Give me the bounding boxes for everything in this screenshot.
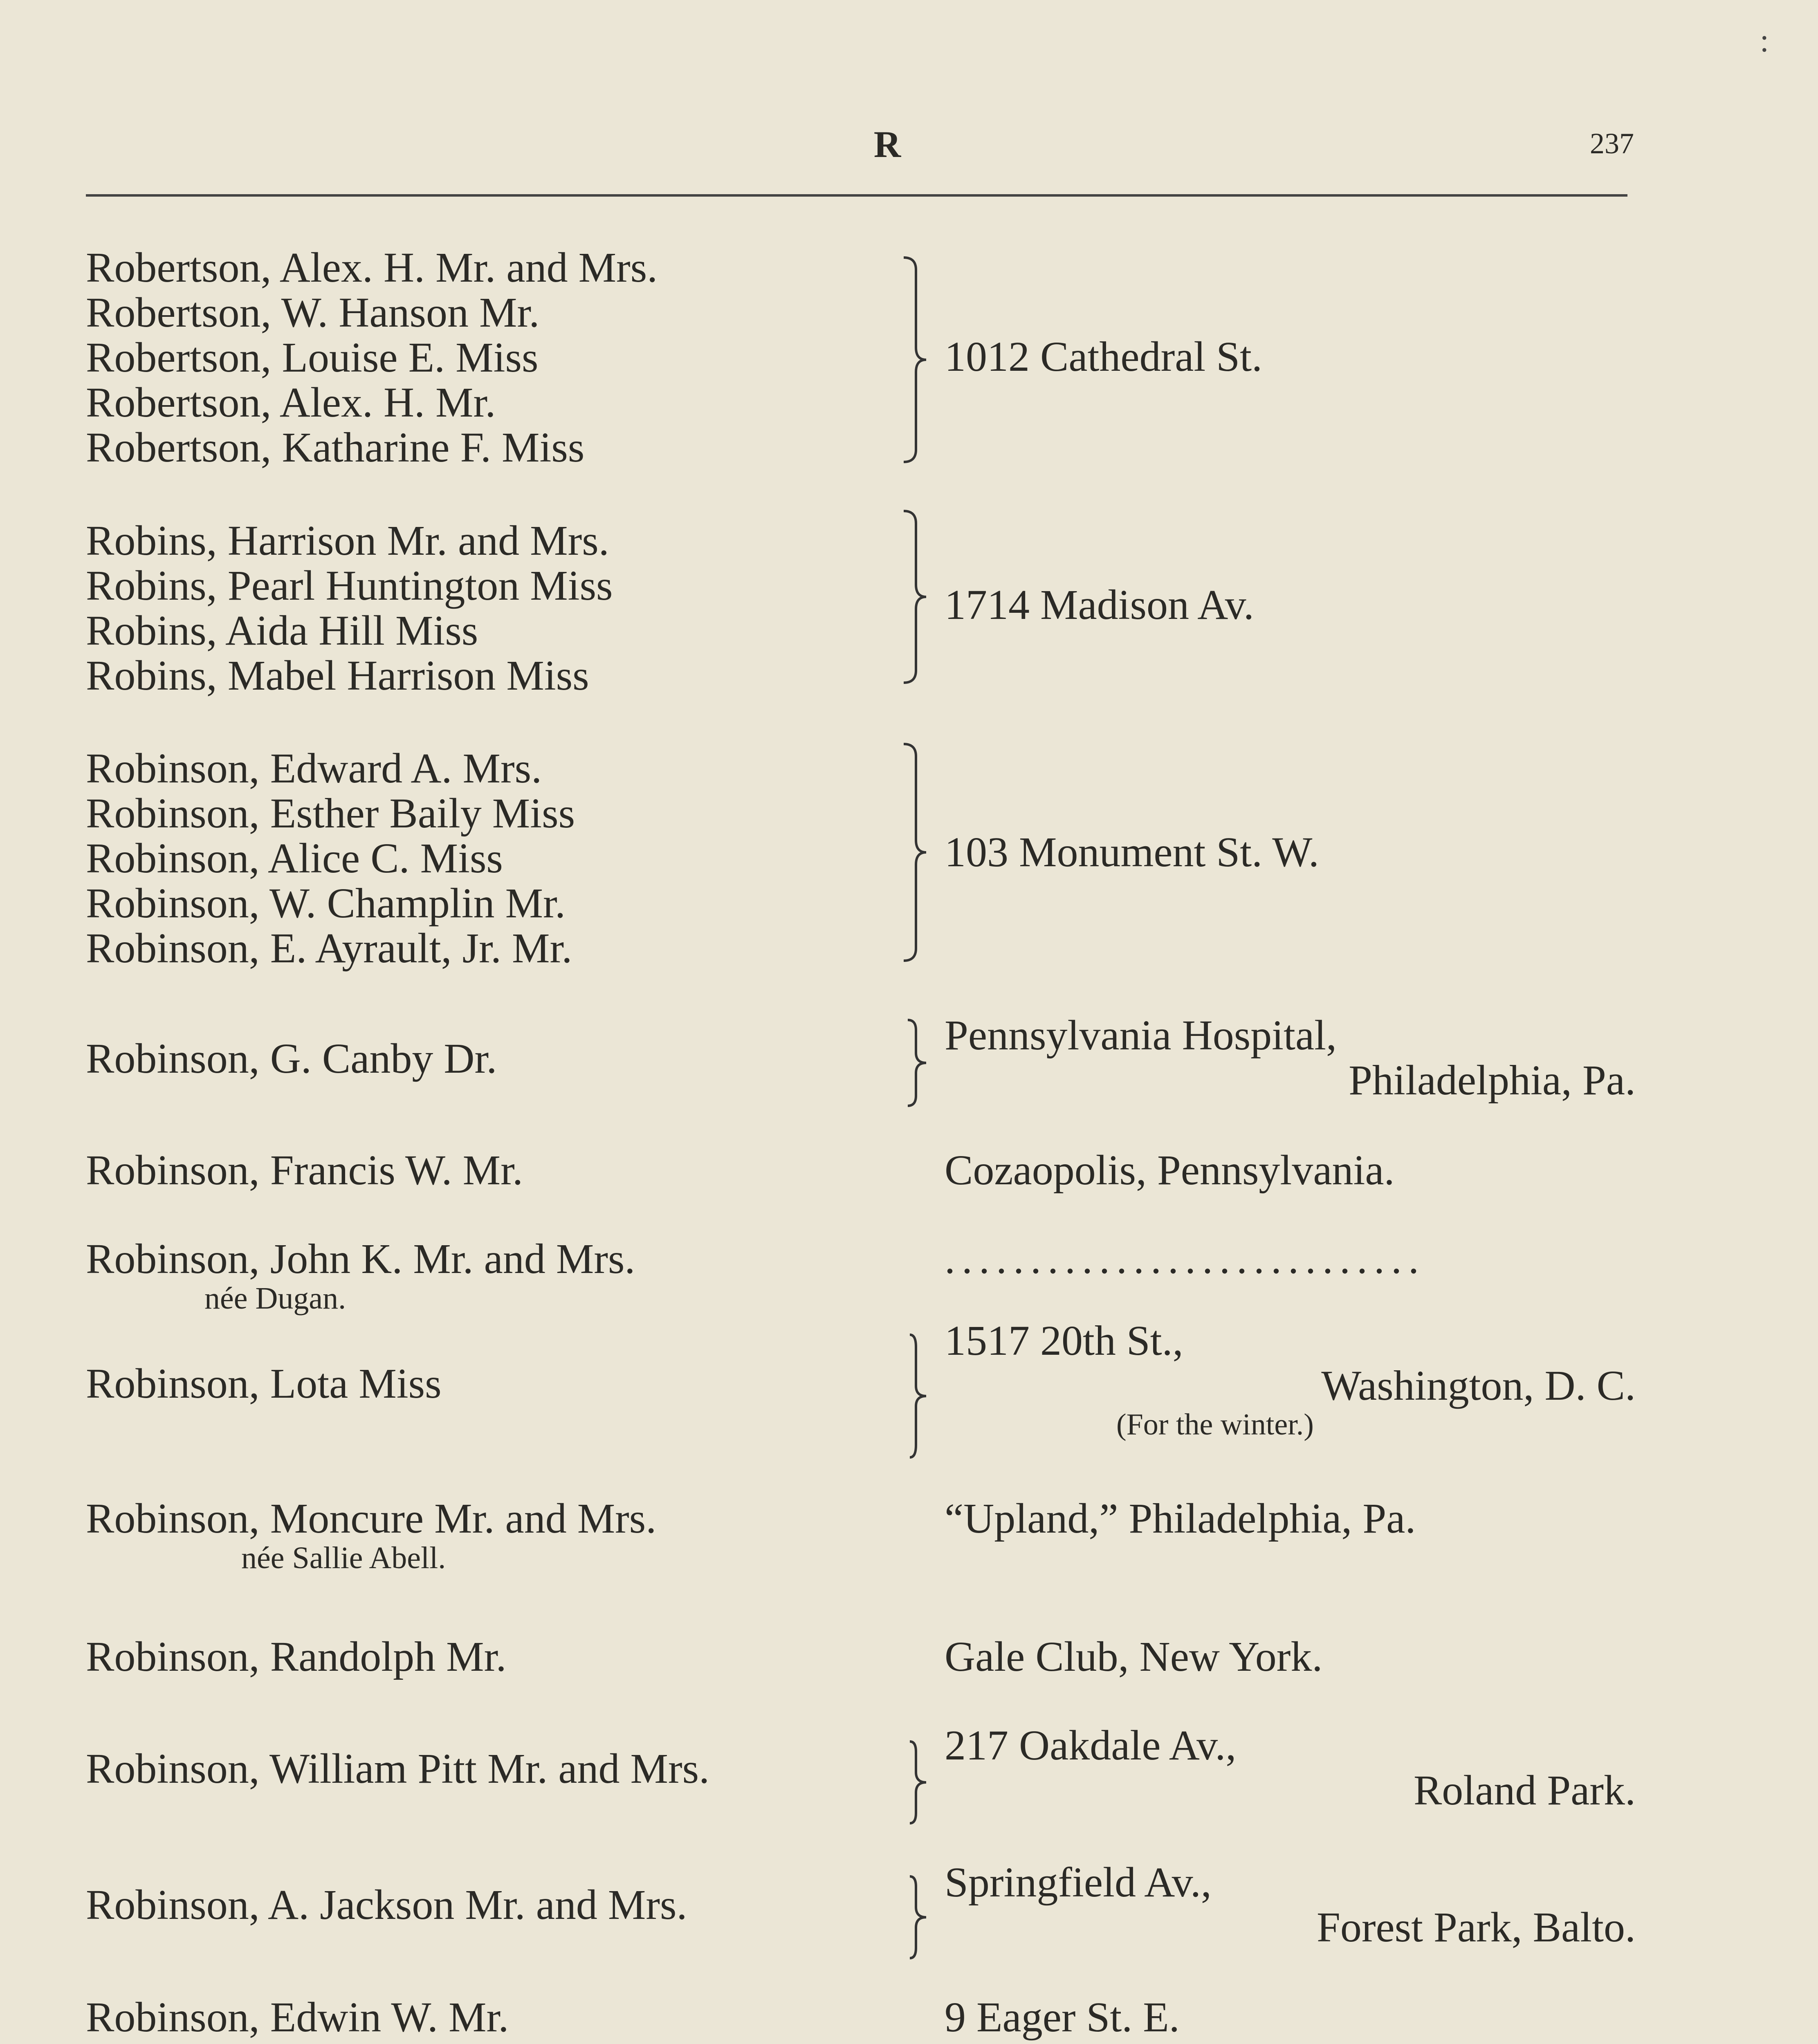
entry-names [86,1361,965,1406]
entry-name: Robins, Pearl Huntington Miss [86,562,613,609]
section-letter: R [873,123,901,165]
address-line: “Upland,” Philadelphia, Pa. [945,1495,1416,1542]
header-rule [86,194,1627,197]
entry-name: Robinson, Edwin W. Mr. [86,1994,509,2041]
entry-names [86,1883,965,1927]
entry-name: Robinson, Esther Baily Miss [86,790,575,837]
address-line: Gale Club, New York. [945,1633,1323,1680]
entry-names [86,245,965,470]
entry-name: Robins, Mabel Harrison Miss [86,652,589,699]
entry-names [86,1237,965,1315]
entry-address [945,1318,1636,1441]
curly-brace [896,253,932,466]
dot-leader: ............................ [945,1237,1425,1282]
entry-names [86,1148,965,1193]
entry-name: Robinson, W. Champlin Mr. [86,880,566,927]
curly-brace [896,1737,932,1827]
entry-name: Robinson, Francis W. Mr. [86,1147,523,1194]
maiden-name: née Dugan. [204,1281,346,1316]
curly-brace [896,740,932,965]
entry-name: Robins, Aida Hill Miss [86,607,478,654]
curly-brace [896,507,932,687]
entry-names [86,1496,965,1575]
address-note: (For the winter.) [1116,1408,1314,1441]
address-line: 9 Eager St. E. [945,1994,1180,2041]
curly-brace [896,1872,932,1962]
entry-name: Robins, Harrison Mr. and Mrs. [86,517,609,564]
page-number: 237 [1590,127,1634,160]
entry-name: Robinson, William Pitt Mr. and Mrs. [86,1745,710,1792]
entry-name: Robertson, Alex. H. Mr. [86,379,496,426]
entry-name: Robertson, W. Hanson Mr. [86,289,540,336]
entry-name: Robinson, Randolph Mr. [86,1633,507,1680]
entry-address [945,1237,1636,1282]
curly-brace [896,1016,932,1110]
address-line: Pennsylvania Hospital, [945,1012,1337,1059]
entry-address [945,1634,1636,1679]
entry-name: Robertson, Katharine F. Miss [86,424,585,471]
address-line: 103 Monument St. W. [945,829,1319,876]
entry-name: Robinson, Lota Miss [86,1360,442,1407]
address-line: 1517 20th St., [945,1317,1183,1364]
address-line: 1012 Cathedral St. [945,333,1263,380]
entry-address [945,334,1636,379]
entry-name: Robertson, Alex. H. Mr. and Mrs. [86,244,658,291]
entry-name: Robinson, Edward A. Mrs. [86,745,542,792]
entry-name: Robertson, Louise E. Miss [86,334,539,381]
curly-brace [896,1331,932,1461]
entry-names [86,1634,965,1679]
entry-address [945,1148,1636,1193]
entry-address [945,1860,1636,1950]
entry-name: Robinson, E. Ayrault, Jr. Mr. [86,925,572,972]
entry-address [945,830,1636,875]
entry-address [945,1496,1636,1541]
entry-names [86,1036,965,1081]
entry-address [945,1723,1636,1813]
entry-names [86,1746,965,1791]
entry-address [945,1995,1636,2040]
entry-name: Robinson, Alice C. Miss [86,835,503,882]
address-line: 1714 Madison Av. [945,581,1254,628]
maiden-name: née Sallie Abell. [241,1541,446,1575]
address-line: 217 Oakdale Av., [945,1722,1237,1769]
address-line: Springfield Av., [945,1859,1212,1906]
entry-address [945,1013,1636,1103]
entry-names [86,518,965,698]
entry-name: Robinson, John K. Mr. and Mrs. [86,1235,635,1282]
address-line: Washington, D. C. [1321,1362,1636,1409]
address-line: Cozaopolis, Pennsylvania. [945,1147,1395,1194]
address-line: Philadelphia, Pa. [1349,1057,1636,1104]
address-line: Forest Park, Balto. [1317,1904,1636,1951]
entry-name: Robinson, A. Jackson Mr. and Mrs. [86,1881,687,1928]
entry-name: Robinson, G. Canby Dr. [86,1035,497,1082]
entry-address [945,583,1636,628]
entry-names [86,1995,965,2040]
entry-name: Robinson, Moncure Mr. and Mrs. [86,1495,657,1542]
page-speck: : [1760,23,1769,59]
entry-names [86,746,965,971]
address-line: Roland Park. [1413,1767,1636,1814]
